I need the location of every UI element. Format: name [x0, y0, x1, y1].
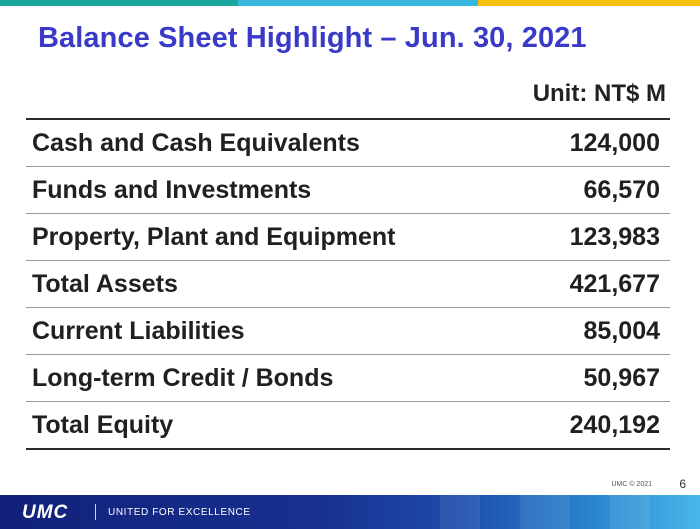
row-value: 66,570	[583, 175, 660, 204]
row-value: 421,677	[569, 269, 660, 298]
stripe-segment-teal	[0, 0, 238, 6]
row-label: Property, Plant and Equipment	[32, 222, 396, 251]
row-value: 240,192	[569, 410, 660, 439]
row-label: Cash and Cash Equivalents	[32, 128, 360, 157]
balance-sheet-table	[26, 118, 670, 450]
table-row	[26, 308, 670, 355]
page-number: 6	[679, 477, 686, 491]
row-label: Long-term Credit / Bonds	[32, 363, 334, 392]
table-row	[26, 214, 670, 261]
umc-logo: UMC	[22, 502, 69, 523]
footer-divider	[95, 504, 96, 520]
unit-label: Unit: NT$ M	[532, 80, 666, 107]
row-value: 50,967	[583, 363, 660, 392]
footer-bar	[0, 495, 700, 529]
footer-tagline: UNITED FOR EXCELLENCE	[108, 507, 251, 518]
row-label: Current Liabilities	[32, 316, 245, 345]
footer-decor-tile	[520, 495, 570, 529]
table-row	[26, 402, 670, 450]
copyright-note: UMC © 2021	[611, 481, 652, 488]
row-value: 124,000	[569, 128, 660, 157]
table-row	[26, 120, 670, 167]
table-row	[26, 261, 670, 308]
row-value: 123,983	[569, 222, 660, 251]
table-row	[26, 167, 670, 214]
row-label: Total Equity	[32, 410, 174, 439]
row-value: 85,004	[583, 316, 660, 345]
footer-decor-tile	[610, 495, 650, 529]
slide-title: Balance Sheet Highlight – Jun. 30, 2021	[38, 22, 587, 54]
stripe-segment-blue	[238, 0, 478, 6]
footer-decor-tile	[440, 495, 480, 529]
row-label: Total Assets	[32, 269, 178, 298]
row-label: Funds and Investments	[32, 175, 312, 204]
top-color-stripe	[0, 0, 700, 6]
table-row	[26, 355, 670, 402]
stripe-segment-yellow	[478, 0, 700, 6]
